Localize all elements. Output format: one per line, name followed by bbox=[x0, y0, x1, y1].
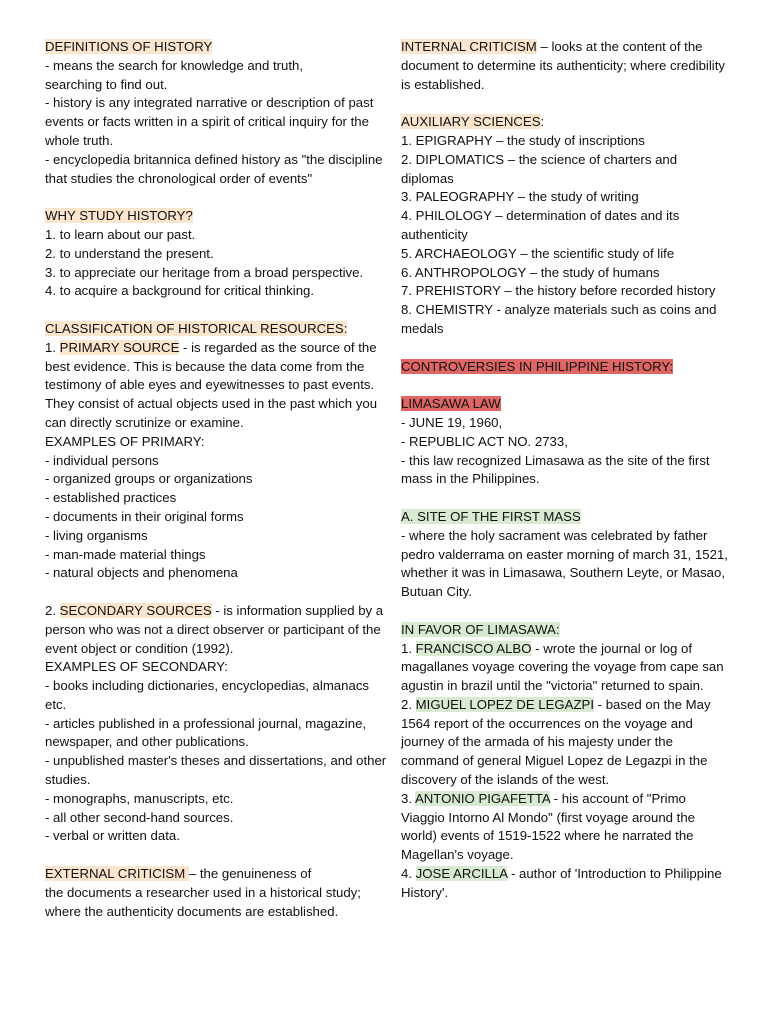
primary-example-line: - individual persons bbox=[45, 452, 159, 468]
secondary-source-term: SECONDARY SOURCES bbox=[59, 602, 212, 618]
definitions-line: - means the search for knowledge and truth, bbox=[45, 57, 304, 73]
favor-item-name: FRANCISCO ALBO bbox=[415, 640, 532, 656]
primary-example-line: EXAMPLES OF PRIMARY: bbox=[45, 433, 205, 449]
in-favor-section bbox=[401, 621, 729, 903]
favor-item-prefix: 1. bbox=[401, 640, 416, 656]
secondary-example-line: - articles published in a professional journal, magazine, newspaper, and other publications. bbox=[45, 715, 367, 750]
external-criticism-line bbox=[45, 865, 390, 884]
favor-item bbox=[401, 865, 729, 903]
favor-item bbox=[401, 790, 729, 865]
secondary-example-line: - all other second-hand sources. bbox=[45, 809, 234, 825]
external-criticism-desc: – the genuineness of bbox=[188, 866, 312, 882]
favor-item-desc: - wrote the journal or log of magallanes voyage covering the voyage from cape san agustin in brazil until the "victoria" returned to spain. bbox=[401, 640, 724, 694]
auxiliary-item: 2. DIPLOMATICS – the science of charters and diplomas bbox=[401, 151, 678, 186]
favor-item-prefix: 3. bbox=[401, 790, 415, 806]
favor-item-desc: - author of 'Introduction to Philippine History'. bbox=[401, 866, 722, 900]
classification-heading: CLASSIFICATION OF HISTORICAL RESOURCES: bbox=[45, 320, 348, 336]
primary-source-term: PRIMARY SOURCE bbox=[59, 339, 180, 355]
auxiliary-item: 4. PHILOLOGY – determination of dates and its authenticity bbox=[401, 208, 680, 242]
limasawa-law-heading: LIMASAWA LAW bbox=[401, 396, 501, 412]
why-study-heading: WHY STUDY HISTORY? bbox=[45, 208, 193, 224]
limasawa-line: - this law recognized Limasawa as the site of the first mass in the Philippines. bbox=[401, 452, 710, 487]
why-study-item: 4. to acquire a background for critical thinking. bbox=[45, 283, 315, 299]
primary-example-line: - man-made material things bbox=[45, 546, 206, 562]
primary-prefix: 1. bbox=[45, 339, 60, 355]
secondary-source-paragraph bbox=[45, 602, 390, 658]
favor-item bbox=[401, 640, 729, 696]
primary-example-line: - living organisms bbox=[45, 527, 148, 543]
secondary-example-line: EXAMPLES OF SECONDARY: bbox=[45, 659, 228, 675]
why-study-section bbox=[45, 207, 390, 301]
auxiliary-item: 5. ARCHAEOLOGY – the scientific study of life bbox=[401, 245, 675, 261]
why-study-item: 3. to appreciate our heritage from a broad perspective. bbox=[45, 264, 364, 280]
secondary-example-line: - verbal or written data. bbox=[45, 828, 180, 844]
auxiliary-item: 8. CHEMISTRY - analyze materials such as coins and medals bbox=[401, 302, 717, 336]
favor-item-name: JOSE ARCILLA bbox=[415, 866, 508, 882]
auxiliary-item: 1. EPIGRAPHY – the study of inscriptions bbox=[401, 132, 645, 148]
favor-item-name: ANTONIO PIGAFETTA bbox=[414, 790, 551, 806]
external-criticism-term: EXTERNAL CRITICISM bbox=[45, 866, 189, 882]
site-first-mass-section bbox=[401, 508, 729, 602]
secondary-prefix: 2. bbox=[45, 602, 60, 618]
limasawa-line: - REPUBLIC ACT NO. 2733, bbox=[401, 433, 568, 449]
favor-item bbox=[401, 696, 729, 790]
left-column bbox=[45, 38, 390, 921]
definitions-line: searching to find out. bbox=[45, 76, 168, 92]
right-column bbox=[401, 38, 729, 903]
internal-criticism-section bbox=[401, 38, 729, 94]
controversies-heading: CONTROVERSIES IN PHILIPPINE HISTORY: bbox=[401, 358, 674, 374]
secondary-example-line: - books including dictionaries, encyclopedias, almanacs etc. bbox=[45, 678, 370, 712]
limasawa-line: - JUNE 19, 1960, bbox=[401, 414, 503, 430]
why-study-item: 1. to learn about our past. bbox=[45, 226, 196, 242]
internal-criticism-term: INTERNAL CRITICISM bbox=[401, 39, 537, 54]
auxiliary-sciences-section bbox=[401, 113, 729, 339]
auxiliary-heading-suffix: : bbox=[540, 114, 545, 130]
favor-item-desc: - his account of "Primo Viaggio Intorno Al Mondo" (first voyage around the world) events of 1519-1522 where he narrated the Magellan's voyage. bbox=[401, 790, 696, 863]
external-criticism-desc-line: the documents a researcher used in a historical study; where the authenticity documents are established. bbox=[45, 884, 361, 919]
definitions-line: - encyclopedia britannica defined history as "the discipline that studies the chronological order of events" bbox=[45, 151, 383, 186]
secondary-source-desc: - is information supplied by a person who was not a direct observer or participant of the event object or condition (1992). bbox=[45, 602, 384, 656]
favor-item-prefix: 4. bbox=[401, 866, 416, 882]
favor-item-name: MIGUEL LOPEZ DE LEGAZPI bbox=[415, 696, 594, 712]
favor-item-prefix: 2. bbox=[401, 696, 416, 712]
primary-example-line: - documents in their original forms bbox=[45, 508, 244, 524]
primary-source-desc: - is regarded as the source of the best evidence. This is because the data come from the testimony of able eyes and eyewitnesses to past events. They consist of actual objects used in the past which you can directly scrutinize or examine. bbox=[45, 339, 378, 430]
primary-example-line: - natural objects and phenomena bbox=[45, 565, 238, 581]
primary-example-line: - established practices bbox=[45, 490, 177, 506]
definitions-section bbox=[45, 38, 390, 188]
definitions-line: - history is any integrated narrative or description of past events or facts written in a spirit of critical inquiry for the whole truth. bbox=[45, 95, 374, 148]
primary-source-paragraph bbox=[45, 339, 390, 433]
auxiliary-item: 7. PREHISTORY – the history before recorded history bbox=[401, 283, 716, 299]
why-study-item: 2. to understand the present. bbox=[45, 245, 214, 261]
secondary-example-line: - unpublished master's theses and dissertations, and other studies. bbox=[45, 753, 387, 788]
secondary-example-line: - monographs, manuscripts, etc. bbox=[45, 790, 234, 806]
in-favor-heading: IN FAVOR OF LIMASAWA: bbox=[401, 621, 560, 637]
limasawa-law-section bbox=[401, 395, 729, 489]
external-criticism-section bbox=[45, 865, 390, 921]
auxiliary-item: 6. ANTHROPOLOGY – the study of humans bbox=[401, 264, 660, 280]
site-first-mass-line: - where the holy sacrament was celebrated by father pedro valderrama on easter morning of march 31, 1521, whether it was in Limasawa, Southern Leyte, or Masao, Butuan City. bbox=[401, 527, 728, 600]
definitions-heading: DEFINITIONS OF HISTORY bbox=[45, 39, 213, 54]
auxiliary-item: 3. PALEOGRAPHY – the study of writing bbox=[401, 189, 639, 205]
primary-example-line: - organized groups or organizations bbox=[45, 471, 253, 487]
internal-criticism-paragraph bbox=[401, 38, 729, 94]
auxiliary-heading: AUXILIARY SCIENCES bbox=[401, 114, 541, 130]
favor-item-desc: - based on the May 1564 report of the occurrences on the voyage and journey of the armada of his majesty under the command of general Miguel Lopez de Legazpi in the discovery of the islands of the west. bbox=[401, 696, 711, 788]
site-first-mass-heading: A. SITE OF THE FIRST MASS bbox=[401, 508, 581, 524]
classification-section bbox=[45, 320, 390, 846]
internal-criticism-desc: – looks at the content of the document to determine its authenticity; where credibility is established. bbox=[401, 39, 725, 92]
